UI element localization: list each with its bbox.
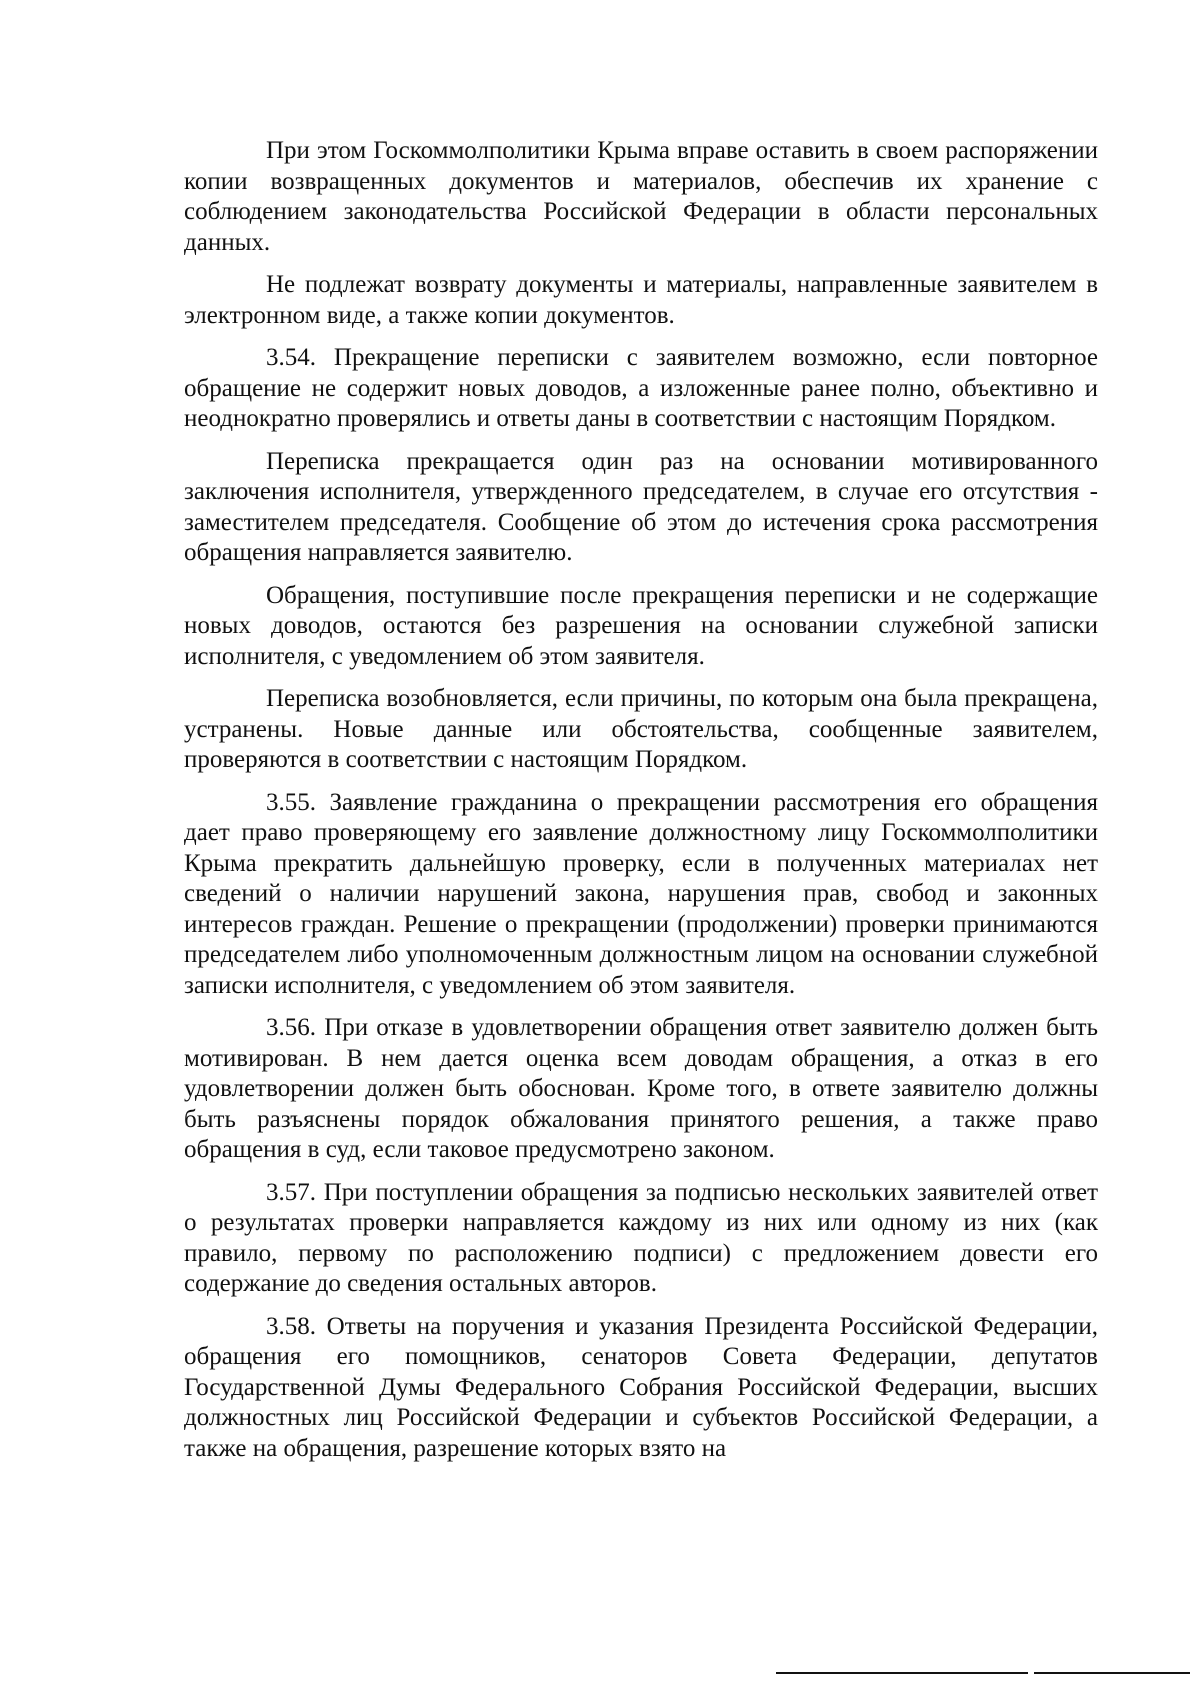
footer-rule-line [776,1672,1190,1674]
paragraph-1: При этом Госкоммолполитики Крыма вправе оставить в своем распоряжении копии возвращенных документов и материалов, обеспечив их хранение с соблюдением законодательства Российской Федерации в области персональных данных. [184,137,1098,256]
footer-rule-gap [1028,1670,1034,1675]
paragraph-5: Обращения, поступившие после прекращения переписки и не содержащие новых доводов, остаются без разрешения на основании служебной записки исполнителя, с уведомлением об этом заявителя. [184,581,1098,670]
paragraph-3-57: 3.57. При поступлении обращения за подписью нескольких заявителей ответ о результатах проверки направляется каждому из них или одному из них (как правило, первому по расположению подписи) с предложением довести его содержание до сведения остальных авторов. [184,1178,1098,1297]
document-body [184,136,1098,1476]
paragraph-3-54: 3.54. Прекращение переписки с заявителем возможно, если повторное обращение не содержит новых доводов, а изложенные ранее полно, объективно и неоднократно проверялись и ответы даны в соответствии с настоящим Порядком. [184,344,1098,432]
paragraph-4: Переписка прекращается один раз на основании мотивированного заключения исполнителя, утвержденного председателем, в случае его отсутствия - заместителем председателя. Сообщение об этом до истечения срока рассмотрения обращения направляется заявителю. [184,447,1098,566]
paragraph-3-55: 3.55. Заявление гражданина о прекращении рассмотрения его обращения дает право проверяющему его заявление должностному лицу Госкоммолполитики Крыма прекратить дальнейшую проверку, если в полученных материалах нет сведений о наличии нарушений закона, нарушения прав, свобод и законных интересов граждан. Решение о прекращении (продолжении) проверки принимаются председателем либо уполномоченным должностным лицом на основании служебной записки исполнителя, с уведомлением об этом заявителя. [184,788,1098,999]
paragraph-6: Переписка возобновляется, если причины, по которым она была прекращена, устранены. Новые данные или обстоятельства, сообщенные заявителем, проверяются в соответствии с настоящим Порядком. [184,685,1098,773]
paragraph-2: Не подлежат возврату документы и материалы, направленные заявителем в электронном виде, а также копии документов. [184,271,1098,329]
paragraph-3-56: 3.56. При отказе в удовлетворении обращения ответ заявителю должен быть мотивирован. В нем дается оценка всем доводам обращения, а отказ в его удовлетворении должен быть обоснован. Кроме того, в ответе заявителю должны быть разъяснены порядок обжалования принятого решения, а также право обращения в суд, если таковое предусмотрено законом. [184,1014,1098,1163]
paragraph-3-58: 3.58. Ответы на поручения и указания Президента Российской Федерации, обращения его помощников, сенаторов Совета Федерации, депутатов Государственной Думы Федерального Собрания Российской Федерации, высших должностных лиц Российской Федерации и субъектов Российской Федерации, а также на обращения, разрешение которых взято на [184,1312,1098,1462]
